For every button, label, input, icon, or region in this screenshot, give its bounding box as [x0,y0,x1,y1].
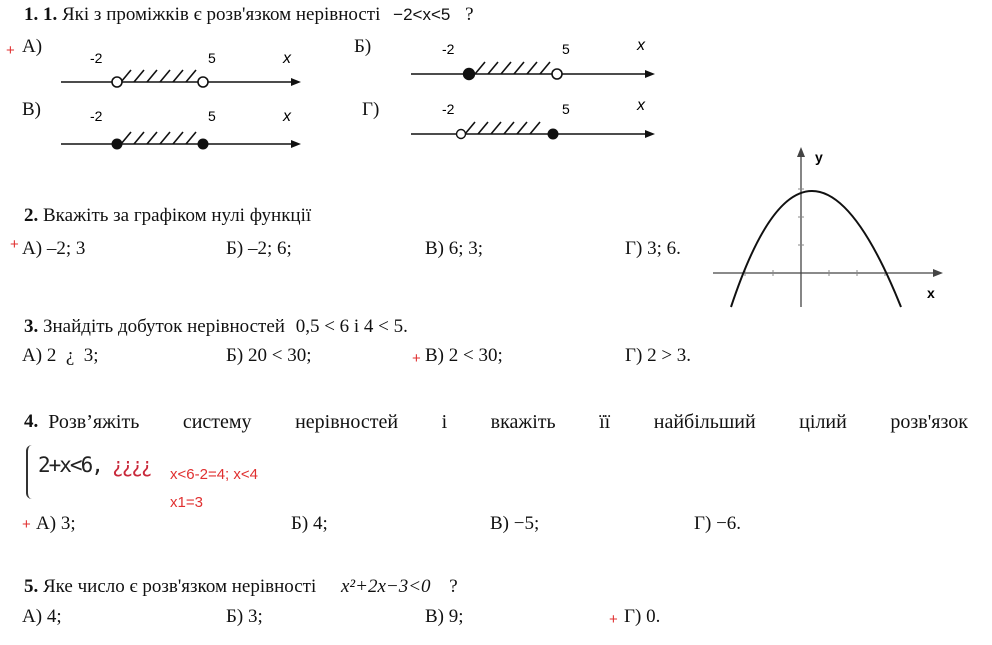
number-line-q1-c [55,104,305,156]
option-q3-a [22,345,99,367]
y-axis-label: y [815,149,823,165]
option-letter: А) [22,606,43,627]
option-q2-a [22,238,85,260]
option-value: 4; [313,513,328,534]
option-q1-b-letter: Б) [354,36,372,57]
option-letter: Г) [694,513,712,534]
question-5-header [24,576,458,598]
endpoint-right-open [198,77,208,87]
answer-mark-q1-a: + [6,42,15,59]
system-garbled-text: ¿¿¿¿ [112,453,151,477]
answer-mark-q4-a: + [22,516,31,533]
x-axis-label: x [927,285,935,301]
parabola-curve [731,191,901,307]
tick-label-left: -2 [90,50,103,66]
tick-label-left: -2 [90,108,103,124]
option-letter: А) [22,345,43,366]
option-value: 9; [448,606,464,627]
question-3-text: Знайдіть добуток нерівностей [43,316,285,337]
number-line-q1-a [55,42,305,94]
option-letter: В) [425,606,444,627]
answer-mark-q3-c: + [412,350,421,367]
option-value: 20 < 30; [248,345,312,366]
tick-label-left: -2 [442,41,455,57]
option-q4-b [291,513,328,535]
question-1-header [24,4,474,26]
system-first-line: 2+x<6, [38,453,102,477]
function-graph [705,145,950,310]
tick-label-right: 5 [562,101,570,117]
option-letter: Г) [624,606,642,627]
option-value: 3; [248,606,263,627]
tick-label-left: -2 [442,101,455,117]
question-5-text: Яке число є розв'язком нерівності [43,576,317,597]
question-1-mark: ? [465,4,474,25]
option-q5-d [624,606,660,628]
tick-label-right: 5 [562,41,570,57]
handwritten-note-1: x<6-2=4; x<4 [170,466,258,483]
question-1-inequality: −2<x<5 [393,5,451,24]
option-q5-a [22,606,62,628]
x-axis-arrow [933,269,943,277]
option-q2-b [226,238,292,260]
endpoint-left-open [457,130,466,139]
handwritten-note-2: x1=3 [170,494,203,511]
question-3-header [24,316,408,338]
answer-mark-q2-a: + [10,236,19,253]
endpoint-right-open [552,69,562,79]
axis-label: x [283,108,291,125]
option-value: 0. [646,606,661,627]
axis-arrow [291,140,301,148]
option-value: 2 ¿ 3; [46,345,99,366]
option-q4-a [36,513,76,535]
question-4-header [24,411,968,434]
question-2-text: Вкажіть за графіком нулі функції [43,205,312,226]
option-letter: В) [425,238,444,259]
option-q3-c [425,345,503,367]
option-letter: Г) [625,345,643,366]
endpoint-right-filled [548,129,559,140]
option-q5-b [226,606,263,628]
option-letter: Б) [291,513,309,534]
question-1-number: 1. 1. [24,4,58,25]
hatching [475,62,550,74]
option-value: −6. [716,513,742,534]
option-q2-d [625,238,681,260]
endpoint-right-filled [198,139,209,150]
axis-label: x [637,97,645,114]
y-axis-arrow [797,147,805,157]
option-letter: Б) [226,345,244,366]
option-value: –2; 3 [46,238,86,259]
system-brace [26,445,32,499]
option-letter: В) [425,345,444,366]
option-value: 4; [46,606,62,627]
endpoint-left-filled [464,69,475,80]
option-value: 3; 6. [647,238,681,259]
number-line-q1-b [405,36,660,88]
option-q5-c [425,606,464,628]
option-value: −5; [513,513,540,534]
question-1-text: Які з проміжків є розв'язком нерівності [62,4,381,25]
axis-label: x [637,37,645,54]
endpoint-left-filled [112,139,123,150]
option-q3-d [625,345,691,367]
option-letter: В) [490,513,509,534]
option-q4-c [490,513,539,535]
hatching [121,132,196,144]
option-q4-d [694,513,741,535]
question-3-number: 3. [24,316,39,337]
question-5-mark: ? [449,576,458,597]
option-value: 2 > 3. [647,345,692,366]
question-5-inequality: x²+2x−3<0 [341,576,431,597]
hatching [465,122,540,134]
axis-label: x [283,50,291,67]
option-letter: А) [36,513,57,534]
question-5-number: 5. [24,576,39,597]
question-3-inequalities: 0,5 < 6 і 4 < 5. [295,316,408,337]
question-2-header [24,205,311,227]
option-q3-b [226,345,312,367]
option-letter: Б) [226,606,244,627]
question-4-number: 4. [24,411,39,432]
option-q1-c-letter: В) [22,99,41,120]
question-4-text: Розв’яжіть систему нерівностей і вкажіть її найбільший цілий розв'язок [48,411,968,433]
option-letter: Г) [625,238,643,259]
tick-label-right: 5 [208,108,216,124]
tick-label-right: 5 [208,50,216,66]
axis-arrow [645,130,655,138]
question-2-number: 2. [24,205,39,226]
system-inequality [38,453,151,477]
axis-arrow [645,70,655,78]
endpoint-left-open [112,77,122,87]
answer-mark-q5-d: + [609,611,618,628]
option-value: –2; 6; [248,238,292,259]
option-q1-d-letter: Г) [362,99,380,120]
option-value: 6; 3; [448,238,484,259]
axis-arrow [291,78,301,86]
option-q2-c [425,238,483,260]
hatching [121,70,196,82]
option-q1-a-letter: А) [22,36,43,57]
option-value: 2 < 30; [448,345,503,366]
option-letter: А) [22,238,43,259]
option-letter: Б) [226,238,244,259]
number-line-q1-d [405,96,660,148]
option-value: 3; [60,513,76,534]
